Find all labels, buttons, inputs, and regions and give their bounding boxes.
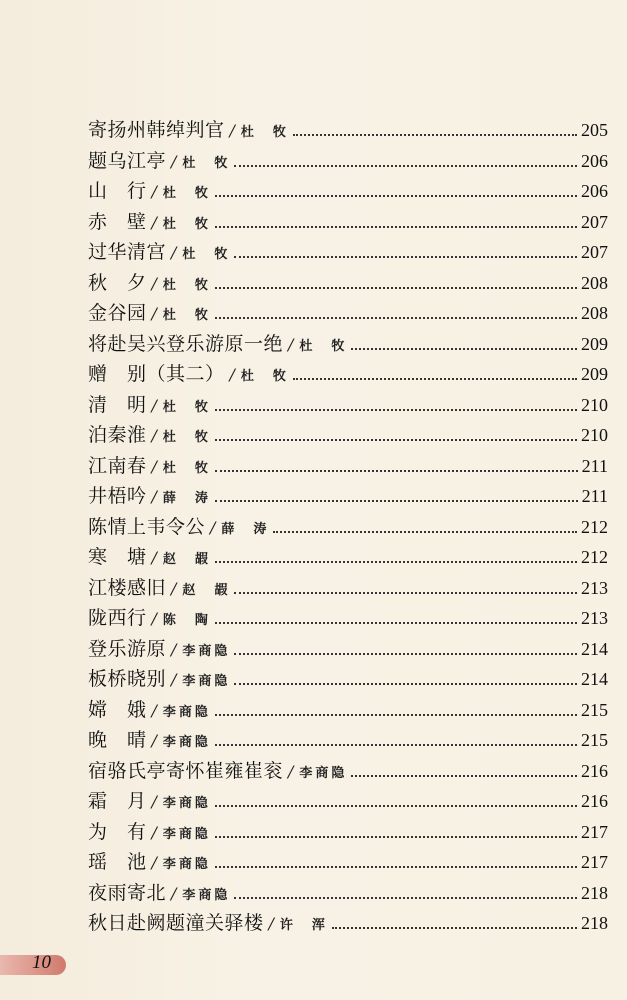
title-author-separator: / [151, 273, 157, 293]
dot-leader [215, 195, 577, 197]
toc-entry [88, 298, 608, 329]
toc-entry [88, 817, 608, 848]
entry-page-number: 218 [581, 882, 608, 903]
dot-leader [234, 592, 577, 594]
dot-leader [215, 317, 577, 319]
dot-leader [293, 378, 577, 380]
toc-entry [88, 176, 608, 207]
dot-leader [234, 653, 577, 655]
entry-page-number: 210 [581, 394, 608, 415]
poem-title: 将赴吴兴登乐游原一绝 [88, 332, 284, 355]
entry-page-number: 214 [581, 638, 608, 659]
toc-entry [88, 664, 608, 695]
poem-title: 嫦 娥 [88, 698, 147, 721]
poet-name: 李商隐 [162, 857, 211, 872]
title-author-separator: / [229, 121, 235, 140]
poet-name: 杜 牧 [240, 125, 289, 140]
poet-name: 李商隐 [162, 704, 211, 720]
dot-leader [351, 348, 577, 350]
dot-leader [215, 714, 577, 716]
dot-leader [215, 622, 577, 624]
poem-title: 板桥晓别 [88, 668, 167, 690]
table-of-contents [88, 115, 608, 939]
dot-leader [215, 744, 577, 746]
poet-name: 杜 牧 [162, 308, 211, 323]
page-number: 10 [32, 952, 51, 973]
title-author-separator: / [151, 853, 157, 872]
poem-title: 为 有 [88, 820, 147, 843]
title-author-separator: / [288, 761, 294, 781]
entry-page-number: 217 [581, 852, 608, 872]
toc-entry [88, 908, 608, 939]
entry-page-number: 206 [581, 150, 608, 171]
poet-name: 许 浑 [279, 918, 328, 933]
dot-leader [215, 561, 577, 563]
entry-page-number: 216 [581, 760, 608, 781]
poet-name: 杜 牧 [162, 216, 211, 232]
poet-name: 李商隐 [162, 826, 211, 842]
title-author-separator: / [229, 365, 235, 384]
poem-title: 瑶 池 [88, 851, 147, 873]
title-author-separator: / [151, 304, 157, 323]
poet-name: 杜 牧 [162, 399, 211, 415]
toc-entry [88, 634, 608, 665]
toc-entry [88, 390, 608, 421]
entry-page-number: 215 [581, 699, 608, 720]
poem-title: 晚 晴 [88, 729, 147, 751]
dot-leader [215, 805, 577, 807]
poet-name: 李商隐 [182, 643, 231, 659]
toc-entry [88, 878, 608, 909]
toc-entry [88, 512, 608, 543]
toc-entry [88, 847, 608, 878]
poem-title: 寒 塘 [88, 546, 147, 568]
entry-page-number: 211 [581, 455, 608, 476]
toc-entry [88, 725, 608, 756]
entry-page-number: 209 [581, 333, 608, 354]
poem-title: 江南春 [88, 454, 147, 477]
title-author-separator: / [268, 914, 274, 933]
poem-title: 秋日赴阙题潼关驿楼 [88, 912, 264, 934]
poet-name: 杜 牧 [299, 338, 348, 354]
poet-name: 李商隐 [162, 796, 211, 811]
entry-page-number: 215 [581, 730, 608, 750]
dot-leader [215, 439, 577, 441]
title-author-separator: / [171, 883, 177, 903]
title-author-separator: / [151, 456, 157, 476]
toc-entry [88, 420, 608, 451]
title-author-separator: / [171, 243, 177, 262]
poem-title: 题乌江亭 [88, 149, 167, 172]
dot-leader [215, 500, 578, 502]
poem-title: 宿骆氏亭寄怀崔雍崔衮 [88, 759, 284, 782]
poem-title: 过华清宫 [88, 241, 167, 263]
poet-name: 陈 陶 [162, 613, 211, 628]
dot-leader [234, 683, 577, 685]
dot-leader [215, 287, 577, 289]
dot-leader [351, 775, 577, 777]
dot-leader [293, 134, 577, 136]
toc-entry [88, 451, 608, 482]
poet-name: 杜 牧 [162, 186, 211, 201]
entry-page-number: 213 [581, 608, 608, 628]
entry-page-number: 207 [581, 211, 608, 232]
poet-name: 杜 牧 [240, 369, 289, 384]
poem-title: 秋 夕 [88, 271, 147, 294]
toc-entry [88, 756, 608, 787]
poem-title: 清 明 [88, 393, 147, 416]
toc-entry [88, 695, 608, 726]
poem-title: 山 行 [88, 180, 147, 202]
title-author-separator: / [151, 731, 157, 750]
poet-name: 薛 涛 [162, 491, 211, 506]
title-author-separator: / [171, 670, 177, 689]
title-author-separator: / [151, 700, 157, 720]
title-author-separator: / [210, 517, 216, 537]
title-author-separator: / [288, 334, 294, 354]
poet-name: 杜 牧 [162, 277, 211, 293]
entry-page-number: 212 [581, 547, 608, 567]
poet-name: 杜 牧 [162, 460, 211, 476]
title-author-separator: / [151, 792, 157, 811]
poem-title: 江楼感旧 [88, 576, 167, 599]
poem-title: 泊秦淮 [88, 424, 147, 446]
entry-page-number: 211 [581, 486, 608, 506]
title-author-separator: / [171, 578, 177, 598]
toc-entry [88, 573, 608, 604]
dot-leader [215, 866, 577, 868]
entry-page-number: 208 [581, 272, 608, 293]
dot-leader [215, 409, 577, 411]
entry-page-number: 209 [581, 364, 608, 384]
entry-page-number: 214 [581, 669, 608, 689]
poem-title: 金谷园 [88, 302, 147, 324]
title-author-separator: / [151, 609, 157, 628]
dot-leader [215, 470, 578, 472]
toc-entry [88, 115, 608, 146]
toc-entry [88, 359, 608, 390]
toc-entry [88, 146, 608, 177]
title-author-separator: / [151, 212, 157, 232]
dot-leader [332, 927, 577, 929]
poet-name: 杜 牧 [162, 430, 211, 445]
toc-entry [88, 481, 608, 512]
entry-page-number: 206 [581, 181, 608, 201]
title-author-separator: / [151, 182, 157, 201]
poet-name: 李商隐 [162, 735, 211, 750]
title-author-separator: / [151, 426, 157, 445]
toc-entry [88, 268, 608, 299]
poet-name: 杜 牧 [182, 155, 231, 171]
dot-leader [215, 836, 577, 838]
title-author-separator: / [171, 639, 177, 659]
entry-page-number: 207 [581, 242, 608, 262]
dot-leader [234, 256, 577, 258]
poem-title: 赠 别（其二） [88, 363, 225, 385]
poet-name: 李商隐 [299, 765, 348, 781]
title-author-separator: / [171, 151, 177, 171]
poet-name: 薛 涛 [221, 521, 270, 537]
title-author-separator: / [151, 548, 157, 567]
poem-title: 赤 壁 [88, 210, 147, 233]
poet-name: 赵 嘏 [162, 552, 211, 567]
entry-page-number: 218 [581, 913, 608, 933]
poem-title: 寄扬州韩绰判官 [88, 119, 225, 141]
entry-page-number: 212 [581, 516, 608, 537]
toc-entry [88, 542, 608, 573]
dot-leader [215, 226, 577, 228]
poem-title: 井梧吟 [88, 485, 147, 507]
poem-title: 登乐游原 [88, 637, 167, 660]
toc-entry [88, 237, 608, 268]
entry-page-number: 213 [581, 577, 608, 598]
poet-name: 李商隐 [182, 887, 231, 903]
entry-page-number: 208 [581, 303, 608, 323]
toc-entry [88, 207, 608, 238]
poet-name: 赵 嘏 [182, 582, 231, 598]
toc-entry [88, 603, 608, 634]
dot-leader [273, 531, 577, 533]
title-author-separator: / [151, 822, 157, 842]
poet-name: 杜 牧 [182, 247, 231, 262]
poet-name: 李商隐 [182, 674, 231, 689]
dot-leader [234, 897, 577, 899]
entry-page-number: 205 [581, 120, 608, 140]
entry-page-number: 217 [581, 821, 608, 842]
dot-leader [234, 165, 577, 167]
title-author-separator: / [151, 487, 157, 506]
poem-title: 霜 月 [88, 790, 147, 812]
poem-title: 陈情上韦令公 [88, 515, 206, 538]
toc-entry [88, 786, 608, 817]
poem-title: 陇西行 [88, 607, 147, 629]
title-author-separator: / [151, 395, 157, 415]
toc-entry [88, 329, 608, 360]
entry-page-number: 216 [581, 791, 608, 811]
poem-title: 夜雨寄北 [88, 881, 167, 904]
entry-page-number: 210 [581, 425, 608, 445]
